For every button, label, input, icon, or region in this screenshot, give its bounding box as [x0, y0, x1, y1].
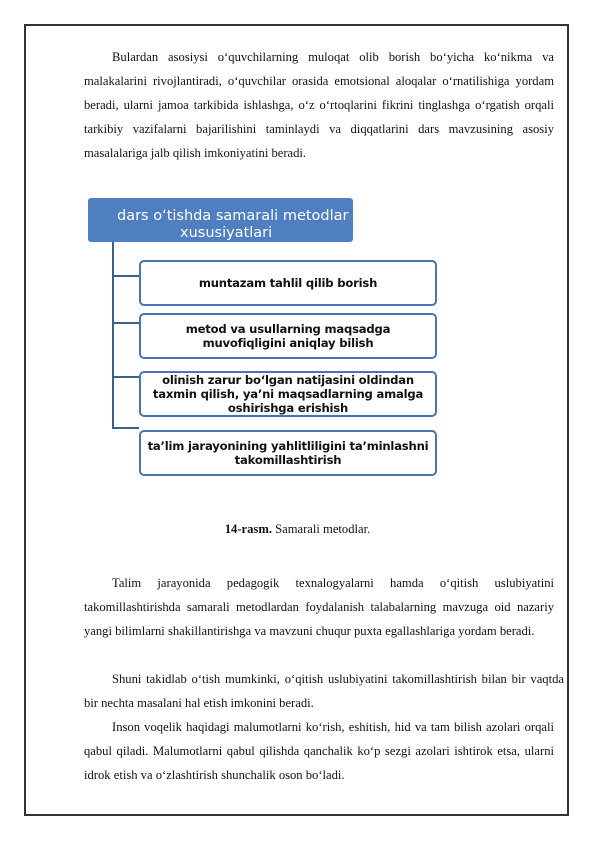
- diagram-item-2: metod va usullarning maqsadga muvofiqligini aniqlay bilish: [139, 313, 437, 359]
- diagram-connector-vertical: [112, 242, 114, 428]
- diagram-connector: [112, 427, 139, 429]
- diagram-header: [88, 198, 353, 242]
- diagram-connector: [112, 322, 139, 324]
- diagram-header-line2: xususiyatlari: [180, 225, 273, 241]
- diagram-item-4: ta’lim jarayonining yahlitliligini ta’minlashni takomillashtirish: [139, 430, 437, 476]
- paragraph-4: Inson voqelik haqidagi malumotlarni ko‘rish, eshitish, hid va tam bilish azolari orqali qabul qiladi. Malumotlarni qabul qilishda qanchalik ko‘p sezgi azolari ishtirok etsa, ularni idrok etish va o‘zlashtirish shunchalik oson bo‘ladi.: [84, 720, 554, 782]
- caption-text: Samarali metodlar.: [271, 522, 371, 536]
- figure-caption: [0, 522, 595, 537]
- diagram-item-1: muntazam tahlil qilib borish: [139, 260, 437, 306]
- diagram-connector: [112, 275, 139, 277]
- caption-label: 14-rasm.: [224, 522, 272, 536]
- diagram-item-3: olinish zarur bo‘lgan natijasini oldindan taxmin qilish, ya’ni maqsadlarning amalga oshirishga erishish: [139, 371, 437, 417]
- diagram-header-line1: dars o‘tishda samarali metodlar: [117, 208, 349, 224]
- paragraph-2: Talim jarayonida pedagogik texnalogyalarni hamda o‘qitish uslubiyatini takomillashtirishda samarali metodlardan foydalanish talabalarning mavzuga oid nazariy yangi bilimlarni shakillantirishga va mavzuni chuqur puxta egallashlariga yordam beradi.: [84, 576, 554, 638]
- diagram-connector: [112, 376, 139, 378]
- paragraph-3: Shuni takidlab o‘tish mumkinki, o‘qitish uslubiyatini takomillashtirish bilan bir vaqtda bir nechta masalani hal etish imkonini beradi.: [84, 672, 564, 710]
- paragraph-intro: Bulardan asosiysi o‘quvchilarning muloqat olib borish bo‘yicha ko‘nikma va malakalarini rivojlantiradi, o‘quvchilar orasida emotsional aloqalar o‘rnatilishiga yordam beradi, ularni jamoa tarkibida ishlashga, o‘z o‘rtoqlarini fikrini tinglashga o‘rgatish orqali tarkibiy vazifalarni bajarilishini taminlaydi va diqqatlarini dars mavzusining asosiy masalalariga jalb qilish imkoniyatini beradi.: [84, 50, 554, 160]
